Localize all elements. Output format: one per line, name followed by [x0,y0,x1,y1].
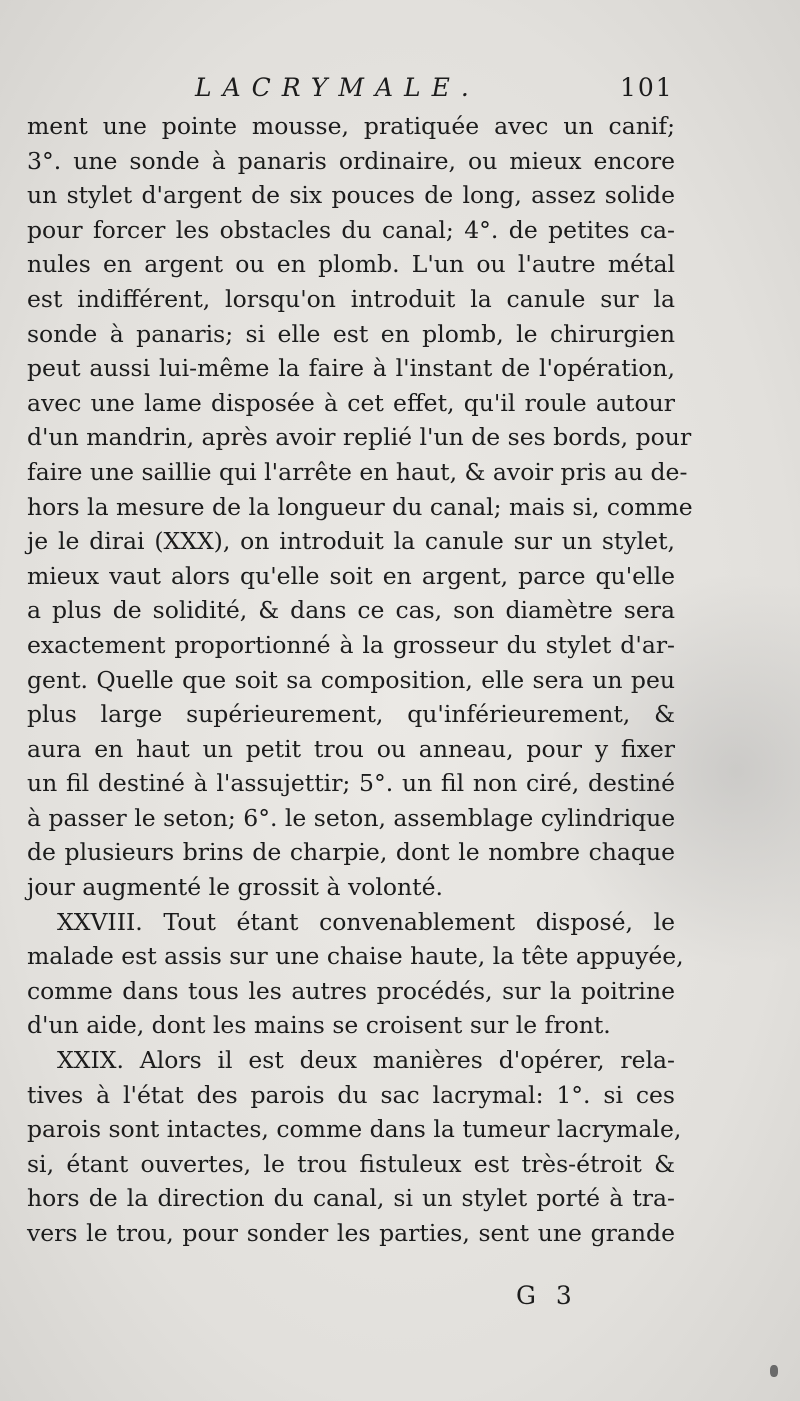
text-line: nules en argent ou en plomb. L'un ou l'autre métal [27,250,675,279]
page-number: 101 [620,73,674,102]
text-line: comme dans tous les autres procédés, sur la poitrine [27,976,675,1005]
signature-mark: G 3 [516,1281,578,1310]
text-line: d'un aide, dont les mains se croisent sur le front. [27,1011,611,1040]
text-line: sonde à panaris; si elle est en plomb, le chirurgien [27,319,675,348]
text-line: a plus de solidité, & dans ce cas, son diamètre sera [27,596,675,625]
text-line: je le dirai (XXX), on introduit la canule sur un stylet, [27,527,675,556]
text-line: avec une lame disposée à cet effet, qu'il roule autour [27,388,675,417]
text-line: pour forcer les obstacles du canal; 4°. de petites ca- [27,215,675,244]
text-line: malade est assis sur une chaise haute, la tête appuyée, [27,942,684,971]
ink-speck [770,1365,778,1377]
text-line: un stylet d'argent de six pouces de long, assez solide [27,181,675,210]
section-xxviii-line: XXVIII. Tout étant convenablement disposé, le [57,907,675,936]
text-line: jour augmenté le grossit à volonté. [27,873,444,902]
text-line: si, étant ouvertes, le trou fistuleux est très-étroit & [27,1149,675,1178]
text-line: est indifférent, lorsqu'on introduit la canule sur la [27,284,675,313]
text-line: peut aussi lui-même la faire à l'instant de l'opération, [27,354,675,383]
text-line: vers le trou, pour sonder les parties, sent une grande [27,1219,675,1247]
text-line: hors de la direction du canal, si un stylet porté à tra- [27,1184,675,1213]
running-head-title: LACRYMALE. [195,73,480,102]
text-line: exactement proportionné à la grosseur du stylet d'ar- [27,630,675,659]
text-line: de plusieurs brins de charpie, dont le nombre chaque [27,838,675,867]
body-text [27,109,693,1251]
text-line: faire une saillie qui l'arrête en haut, & avoir pris au de- [27,457,688,486]
text-line: mieux vaut alors qu'elle soit en argent, parce qu'elle [27,561,675,590]
text-line: un fil destiné à l'assujettir; 5°. un fil non ciré, destiné [27,769,675,798]
text-line: parois sont intactes, comme dans la tumeur lacrymale, [27,1115,682,1144]
text-line: tives à l'état des parois du sac lacrymal: 1°. si ces [27,1080,675,1109]
text-line: d'un mandrin, après avoir replié l'un de ses bords, pour [27,423,692,452]
text-line: aura en haut un petit trou ou anneau, pour y fixer [27,734,675,763]
text-line: 3°. une sonde à panaris ordinaire, ou mieux encore [27,146,675,175]
running-head [0,70,800,106]
text-line: gent. Quelle que soit sa composition, elle sera un peu [27,665,675,694]
text-line: à passer le seton; 6°. le seton, assemblage cylindrique [27,803,676,832]
text-line: plus large supérieurement, qu'inférieurement, & [27,700,675,729]
section-xxix-line: XXIX. Alors il est deux manières d'opérer, rela- [57,1046,675,1075]
text-line: ment une pointe mousse, pratiquée avec un canif; [27,112,675,140]
text-line: hors la mesure de la longueur du canal; mais si, comme [27,492,693,521]
